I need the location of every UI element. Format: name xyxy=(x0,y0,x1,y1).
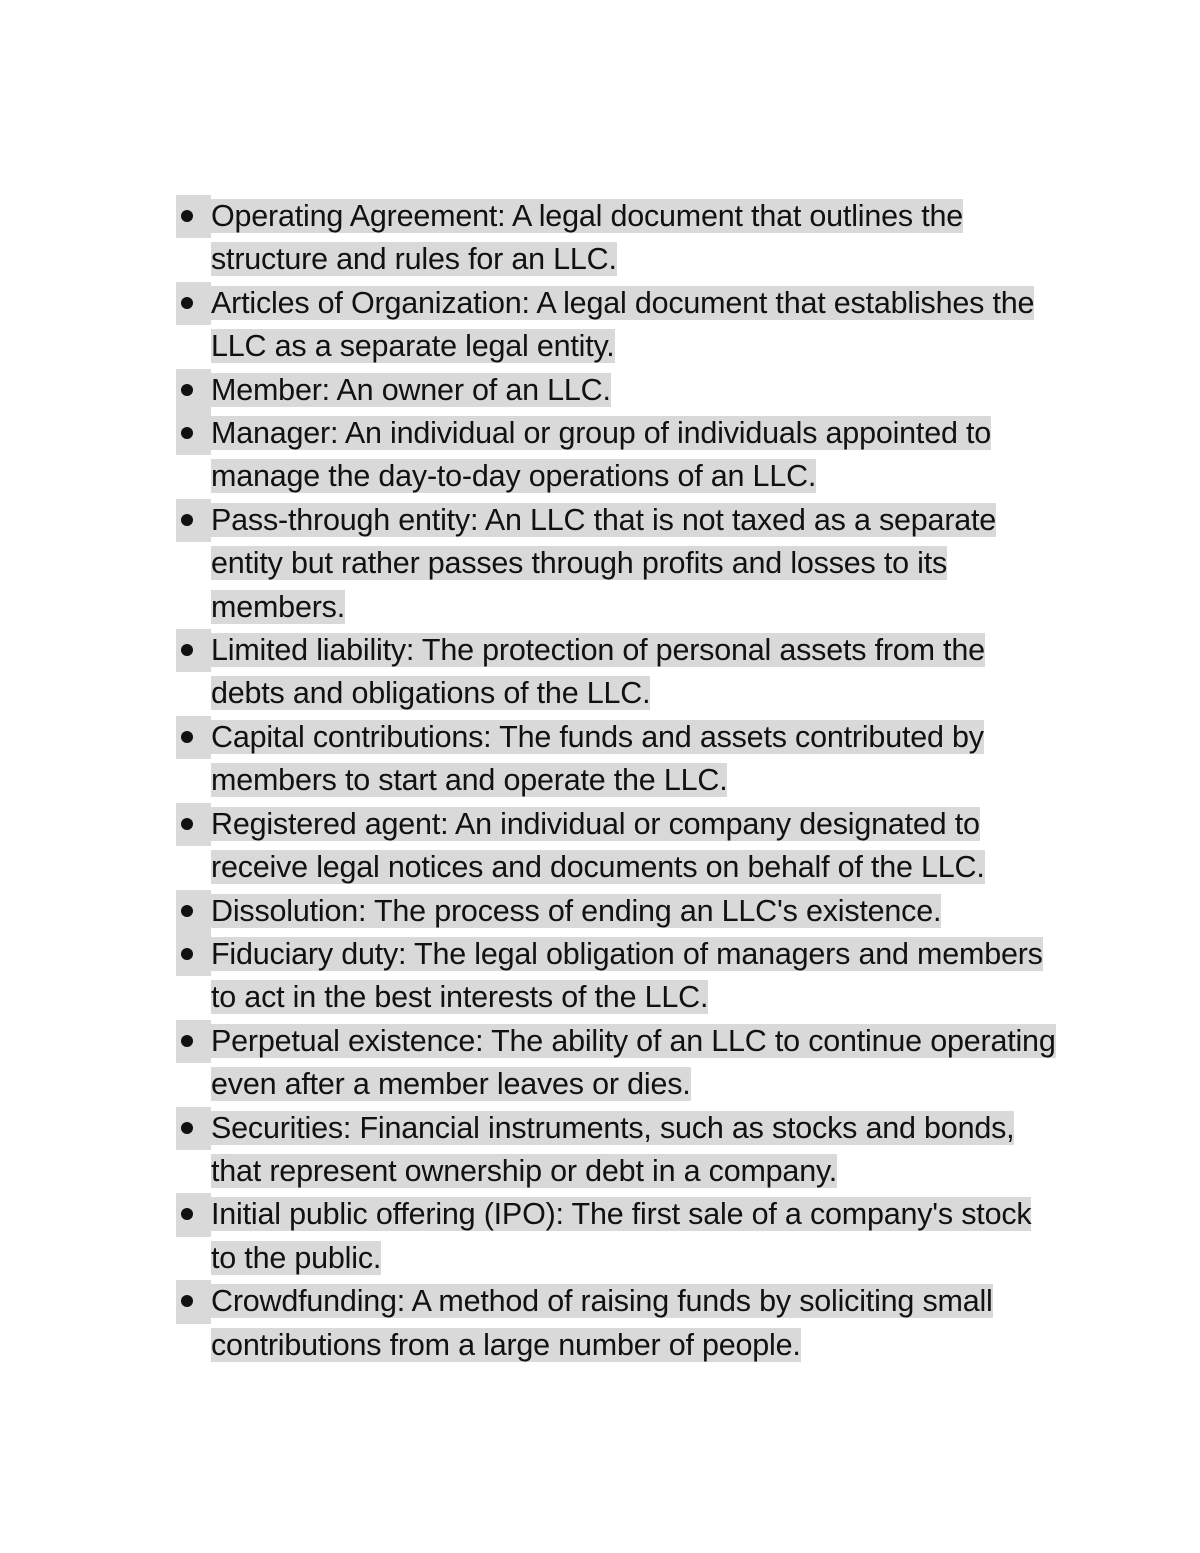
glossary-list xyxy=(176,195,1056,1367)
list-item xyxy=(176,412,1056,499)
list-item xyxy=(176,282,1056,369)
list-item-text: Member: An owner of an LLC. xyxy=(211,372,611,407)
list-item-text: Articles of Organization: A legal document that establishes the LLC as a separate legal entity. xyxy=(211,285,1035,364)
bullet-icon xyxy=(176,1280,211,1323)
list-item-text: Pass-through entity: An LLC that is not taxed as a separate entity but rather passes through profits and losses to its members. xyxy=(211,502,997,624)
list-item xyxy=(176,716,1056,803)
bullet-icon xyxy=(176,890,211,933)
list-item xyxy=(176,1107,1056,1194)
list-item xyxy=(176,195,1056,282)
list-item-text: Limited liability: The protection of personal assets from the debts and obligations of the LLC. xyxy=(211,633,985,711)
list-item-text: Perpetual existence: The ability of an LLC to continue operating even after a member leaves or dies. xyxy=(211,1023,1056,1102)
list-item-text: Initial public offering (IPO): The first sale of a company's stock to the public. xyxy=(211,1197,1032,1275)
list-item xyxy=(176,890,1056,933)
list-item-text: Capital contributions: The funds and assets contributed by members to start and operate the LLC. xyxy=(211,719,984,798)
list-item xyxy=(176,803,1056,890)
bullet-icon xyxy=(176,803,211,846)
list-item-text: Manager: An individual or group of individuals appointed to manage the day-to-day operations of an LLC. xyxy=(211,416,992,494)
list-item-text: Securities: Financial instruments, such as stocks and bonds, that represent ownership or debt in a company. xyxy=(211,1110,1015,1188)
bullet-icon xyxy=(176,1107,211,1150)
list-item-text: Dissolution: The process of ending an LLC's existence. xyxy=(211,893,942,928)
list-item-text: Fiduciary duty: The legal obligation of managers and members to act in the best interests of the LLC. xyxy=(211,936,1043,1015)
list-item xyxy=(176,1280,1056,1367)
list-item-text: Crowdfunding: A method of raising funds by soliciting small contributions from a large number of people. xyxy=(211,1284,993,1362)
list-item xyxy=(176,1020,1056,1107)
bullet-icon xyxy=(176,1020,211,1063)
list-item-text: Operating Agreement: A legal document that outlines the structure and rules for an LLC. xyxy=(211,199,964,277)
bullet-icon xyxy=(176,933,211,976)
bullet-icon xyxy=(176,716,211,759)
bullet-icon xyxy=(176,499,211,542)
bullet-icon xyxy=(176,1193,211,1236)
bullet-icon xyxy=(176,282,211,325)
bullet-icon xyxy=(176,195,211,238)
list-item xyxy=(176,629,1056,716)
list-item xyxy=(176,933,1056,1020)
list-item-text: Registered agent: An individual or company designated to receive legal notices and documents on behalf of the LLC. xyxy=(211,806,985,885)
bullet-icon xyxy=(176,629,211,672)
bullet-icon xyxy=(176,369,211,412)
list-item xyxy=(176,499,1056,629)
list-item xyxy=(176,1193,1056,1280)
bullet-icon xyxy=(176,412,211,455)
list-item xyxy=(176,369,1056,412)
